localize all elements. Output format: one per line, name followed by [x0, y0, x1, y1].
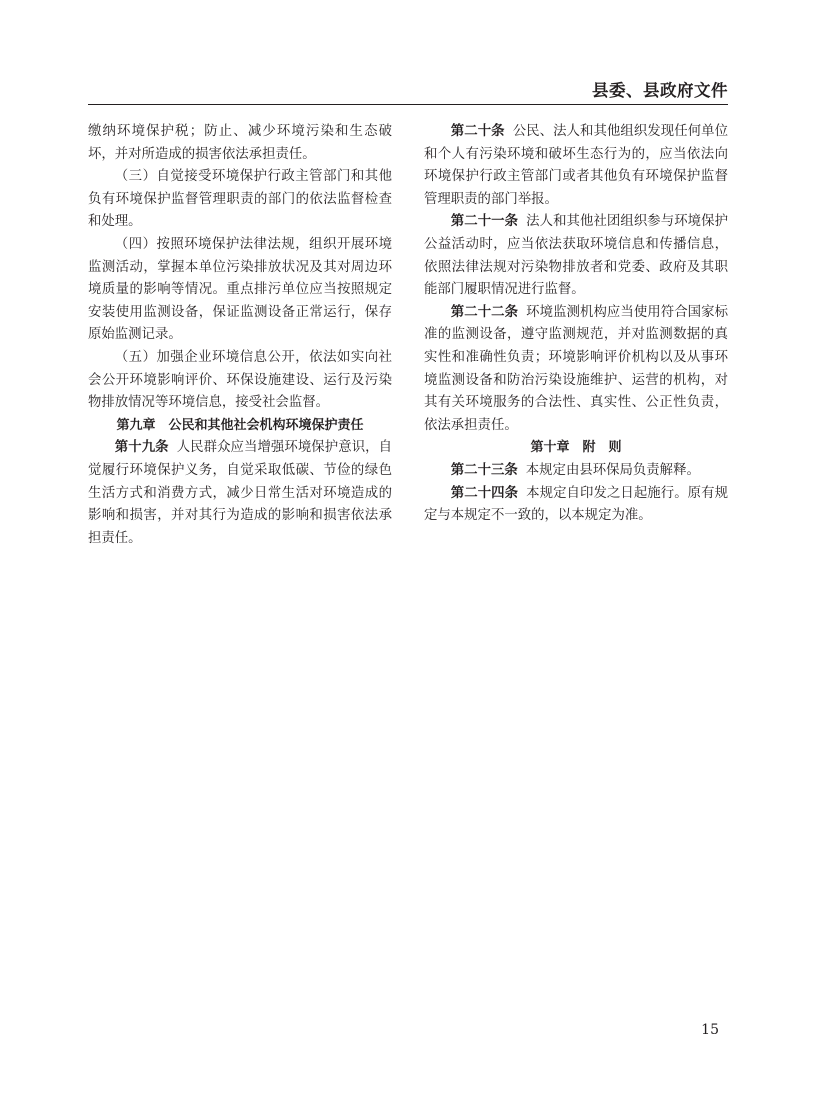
running-header-title: 县委、县政府文件	[592, 81, 728, 100]
article-paragraph	[424, 121, 728, 211]
article-paragraph	[424, 483, 728, 528]
page-number: 15	[701, 1022, 719, 1038]
chapter-heading: 第十章 附 则	[530, 440, 622, 456]
article-number: 第二十条	[450, 124, 505, 139]
article-paragraph	[424, 211, 728, 301]
continued-paragraph: 缴纳环境保护税；防止、减少环境污染和生态破坏，并对所造成的损害依法承担责任。	[88, 124, 392, 162]
article-number: 第二十四条	[450, 485, 519, 501]
article-number: 第二十三条	[450, 462, 518, 478]
article-number: 第十九条	[114, 440, 169, 456]
list-paragraph: （三）自觉接受环境保护行政主管部门和其他负有环境保护监督管理职责的部门的依法监督检查和处理。	[88, 169, 392, 230]
article-text: 本规定自印发之日起施行。原有规定与本规定不一致的，以本规定为准。	[424, 485, 729, 524]
article-paragraph	[424, 302, 728, 438]
right-text-column	[424, 121, 728, 528]
article-number: 第二十二条	[450, 304, 519, 320]
header-divider	[88, 104, 728, 105]
article-text: 公民、法人和其他组织发现任何单位和个人有污染环境和破坏生态行为的，应当依法向环境保护行政主管部门或者其他负有环境保护监督管理职责的部门举报。	[424, 124, 729, 207]
article-number: 第二十一条	[450, 214, 519, 230]
chapter-heading: 第九章 公民和其他社会机构环境保护责任	[116, 417, 364, 433]
article-text: 本规定由县环保局负责解释。	[525, 462, 700, 478]
article-paragraph	[88, 437, 392, 550]
article-text: 人民群众应当增强环境保护意识，自觉履行环境保护义务，自觉采取低碳、节俭的绿色生活方式和消费方式，减少日常生活对环境造成的影响和损害，并对其行为造成的影响和损害依法承担责任。	[88, 440, 393, 546]
article-text: 环境监测机构应当使用符合国家标准的监测设备，遵守监测规范，并对监测数据的真实性和准确性负责；环境影响评价机构以及从事环境监测设备和防治污染设施维护、运营的机构，对其有关环境服务的合法性、真实性、公正性负责，依法承担责任。	[424, 304, 729, 433]
article-paragraph	[424, 460, 728, 483]
left-text-column	[88, 121, 392, 550]
article-text: 法人和其他社团组织参与环境保护公益活动时，应当依法获取环境信息和传播信息，依照法律法规对污染物排放者和党委、政府及其职能部门履职情况进行监督。	[424, 214, 729, 298]
list-paragraph: （四）按照环境保护法律法规，组织开展环境监测活动，掌握本单位污染排放状况及其对周边环境质量的影响等情况。重点排污单位应当按照规定安装使用监测设备，保证监测设备正常运行，保存原始监测记录。	[88, 236, 392, 343]
list-paragraph: （五）加强企业环境信息公开，依法如实向社会公开环境影响评价、环保设施建设、运行及污染物排放情况等环境信息，接受社会监督。	[88, 349, 392, 411]
